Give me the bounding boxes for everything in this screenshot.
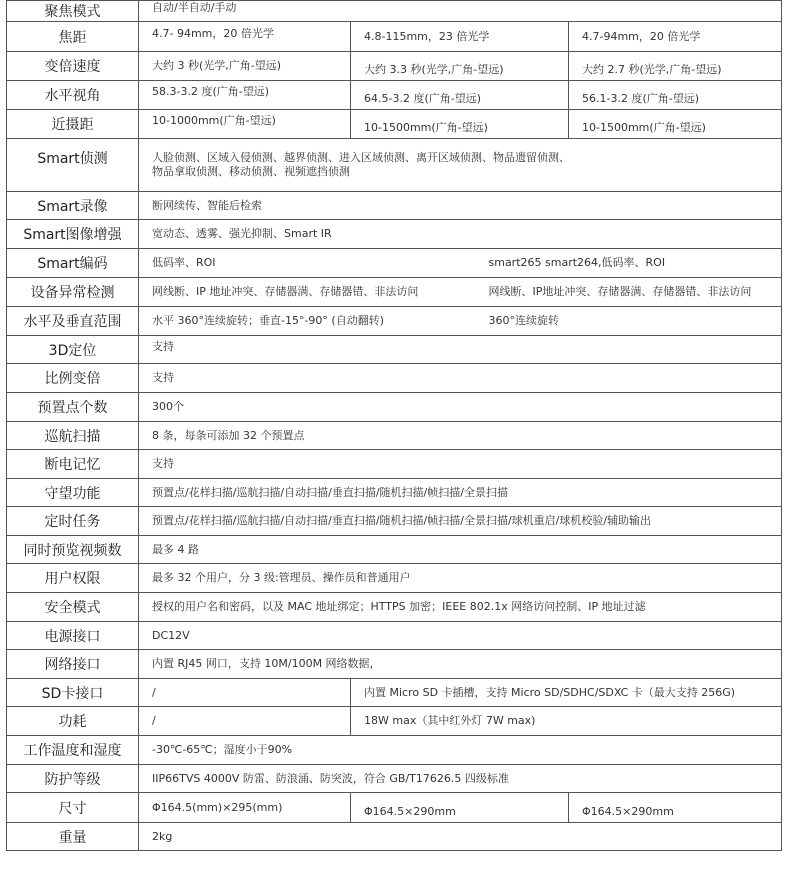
row-label: 近摄距 [7,110,139,139]
row-value-2: 网线断、IP地址冲突、存储器满、存储器错、非法访问 [489,278,782,307]
row-value-2: 内置 Micro SD 卡插槽，支持 Micro SD/SDHC/SDXC 卡（最大支持 256G) [351,679,782,707]
row-label: 工作温度和湿度 [7,736,139,765]
row-value: IIP66TVS 4000V 防雷、防浪涌、防突波，符合 GB/T17626.5 四级标准 [139,765,782,793]
row-value: 支持 [139,450,782,479]
row-smart-detect [7,139,782,192]
row-label: Smart侦测 [7,139,139,192]
row-smart-encode [7,249,782,278]
row-label: 用户权限 [7,564,139,593]
row-value: 支持 [139,336,782,364]
row-presets [7,393,782,422]
row-label: Smart图像增强 [7,220,139,249]
row-value-2: 大约 3.3 秒(光学,广角-望远) [351,52,569,81]
row-value: 2kg [139,823,782,851]
row-protection [7,765,782,793]
row-value: 最多 32 个用户，分 3 级:管理员、操作员和普通用户 [139,564,782,593]
row-value: 58.3-3.2 度(广角-望远) [139,81,351,110]
row-ratio-zoom [7,364,782,393]
row-label: 网络接口 [7,650,139,679]
row-value-3: 10-1500mm(广角-望远) [569,110,782,139]
row-value-3: 大约 2.7 秒(光学,广角-望远) [569,52,782,81]
row-value-2: 64.5-3.2 度(广角-望远) [351,81,569,110]
row-label: 功耗 [7,707,139,736]
row-guard [7,479,782,507]
row-value-2: 360°连续旋转 [489,307,782,336]
row-label: Smart编码 [7,249,139,278]
row-weight [7,823,782,851]
row-label: 电源接口 [7,622,139,650]
row-value: Φ164.5(mm)×295(mm) [139,793,351,823]
row-label: 尺寸 [7,793,139,823]
row-label: 断电记忆 [7,450,139,479]
row-value: 网线断、IP 地址冲突、存储器满、存储器错、非法访问 [139,278,489,307]
row-label: 水平视角 [7,81,139,110]
row-temperature [7,736,782,765]
row-label: 守望功能 [7,479,139,507]
row-label: 重量 [7,823,139,851]
row-value: 水平 360°连续旋转；垂直-15°-90° (自动翻转) [139,307,489,336]
row-value-3: Φ164.5×290mm [569,793,782,823]
row-label: 防护等级 [7,765,139,793]
row-hfov [7,81,782,110]
row-value [139,139,782,192]
row-min-distance [7,110,782,139]
row-cruise [7,422,782,450]
row-value: 支持 [139,364,782,393]
row-value: 300个 [139,393,782,422]
row-value: 宽动态、透雾、强光抑制、Smart IR [139,220,782,249]
row-value: -30℃-65℃；湿度小于90% [139,736,782,765]
row-smart-enhance [7,220,782,249]
row-label: 3D定位 [7,336,139,364]
row-label: 比例变倍 [7,364,139,393]
row-value-3: 56.1-3.2 度(广角-望远) [569,81,782,110]
row-label: Smart录像 [7,192,139,220]
row-value: 4.7- 94mm，20 倍光学 [139,22,351,52]
row-timed-task [7,507,782,536]
row-value-2: 4.8-115mm，23 倍光学 [351,22,569,52]
row-label: 安全模式 [7,593,139,622]
row-value-3: 4.7-94mm，20 倍光学 [569,22,782,52]
row-label: SD卡接口 [7,679,139,707]
row-value: 断网续传、智能后检索 [139,192,782,220]
row-value-2: 18W max（其中红外灯 7W max) [351,707,782,736]
row-3d-position [7,336,782,364]
row-label: 设备异常检测 [7,278,139,307]
row-device-abnormal [7,278,782,307]
row-label: 焦距 [7,22,139,52]
row-user-rights [7,564,782,593]
row-power-port [7,622,782,650]
row-value: DC12V [139,622,782,650]
row-label: 聚焦模式 [7,1,139,22]
row-label: 预置点个数 [7,393,139,422]
row-power-consumption [7,707,782,736]
row-size [7,793,782,823]
row-label: 定时任务 [7,507,139,536]
row-value: 8 条，每条可添加 32 个预置点 [139,422,782,450]
row-value: 自动/半自动/手动 [139,1,782,22]
row-sd-port [7,679,782,707]
row-value: / [139,707,351,736]
row-label: 同时预览视频数 [7,536,139,564]
row-value-2: smart265 smart264,低码率、ROI [489,249,782,278]
row-value: 低码率、ROI [139,249,489,278]
row-value: 10-1000mm(广角-望远) [139,110,351,139]
row-network-port [7,650,782,679]
row-label: 巡航扫描 [7,422,139,450]
row-value: 大约 3 秒(光学,广角-望远) [139,52,351,81]
row-value: 授权的用户名和密码，以及 MAC 地址绑定；HTTPS 加密；IEEE 802.1x 网络访问控制、IP 地址过滤 [139,593,782,622]
row-label: 变倍速度 [7,52,139,81]
row-preview [7,536,782,564]
row-focal [7,22,782,52]
row-power-memory [7,450,782,479]
row-value: 预置点/花样扫描/巡航扫描/自动扫描/垂直扫描/随机扫描/帧扫描/全景扫描/球机重启/球机校验/辅助输出 [139,507,782,536]
row-security [7,593,782,622]
row-value: / [139,679,351,707]
row-pan-tilt [7,307,782,336]
row-value-2: Φ164.5×290mm [351,793,569,823]
row-zoom-speed [7,52,782,81]
row-value: 最多 4 路 [139,536,782,564]
spec-table [6,0,782,851]
row-value-2: 10-1500mm(广角-望远) [351,110,569,139]
row-smart-record [7,192,782,220]
row-value-line-1: 人脸侦测、区域入侵侦测、越界侦测、进入区域侦测、离开区域侦测、物品遗留侦测、 [152,151,570,164]
row-value: 预置点/花样扫描/巡航扫描/自动扫描/垂直扫描/随机扫描/帧扫描/全景扫描 [139,479,782,507]
row-value: 内置 RJ45 网口，支持 10M/100M 网络数据， [139,650,782,679]
row-value-line-2: 物品拿取侦测、移动侦测、视频遮挡侦测 [152,165,350,178]
row-label: 水平及垂直范围 [7,307,139,336]
row-focus-mode [7,1,782,22]
